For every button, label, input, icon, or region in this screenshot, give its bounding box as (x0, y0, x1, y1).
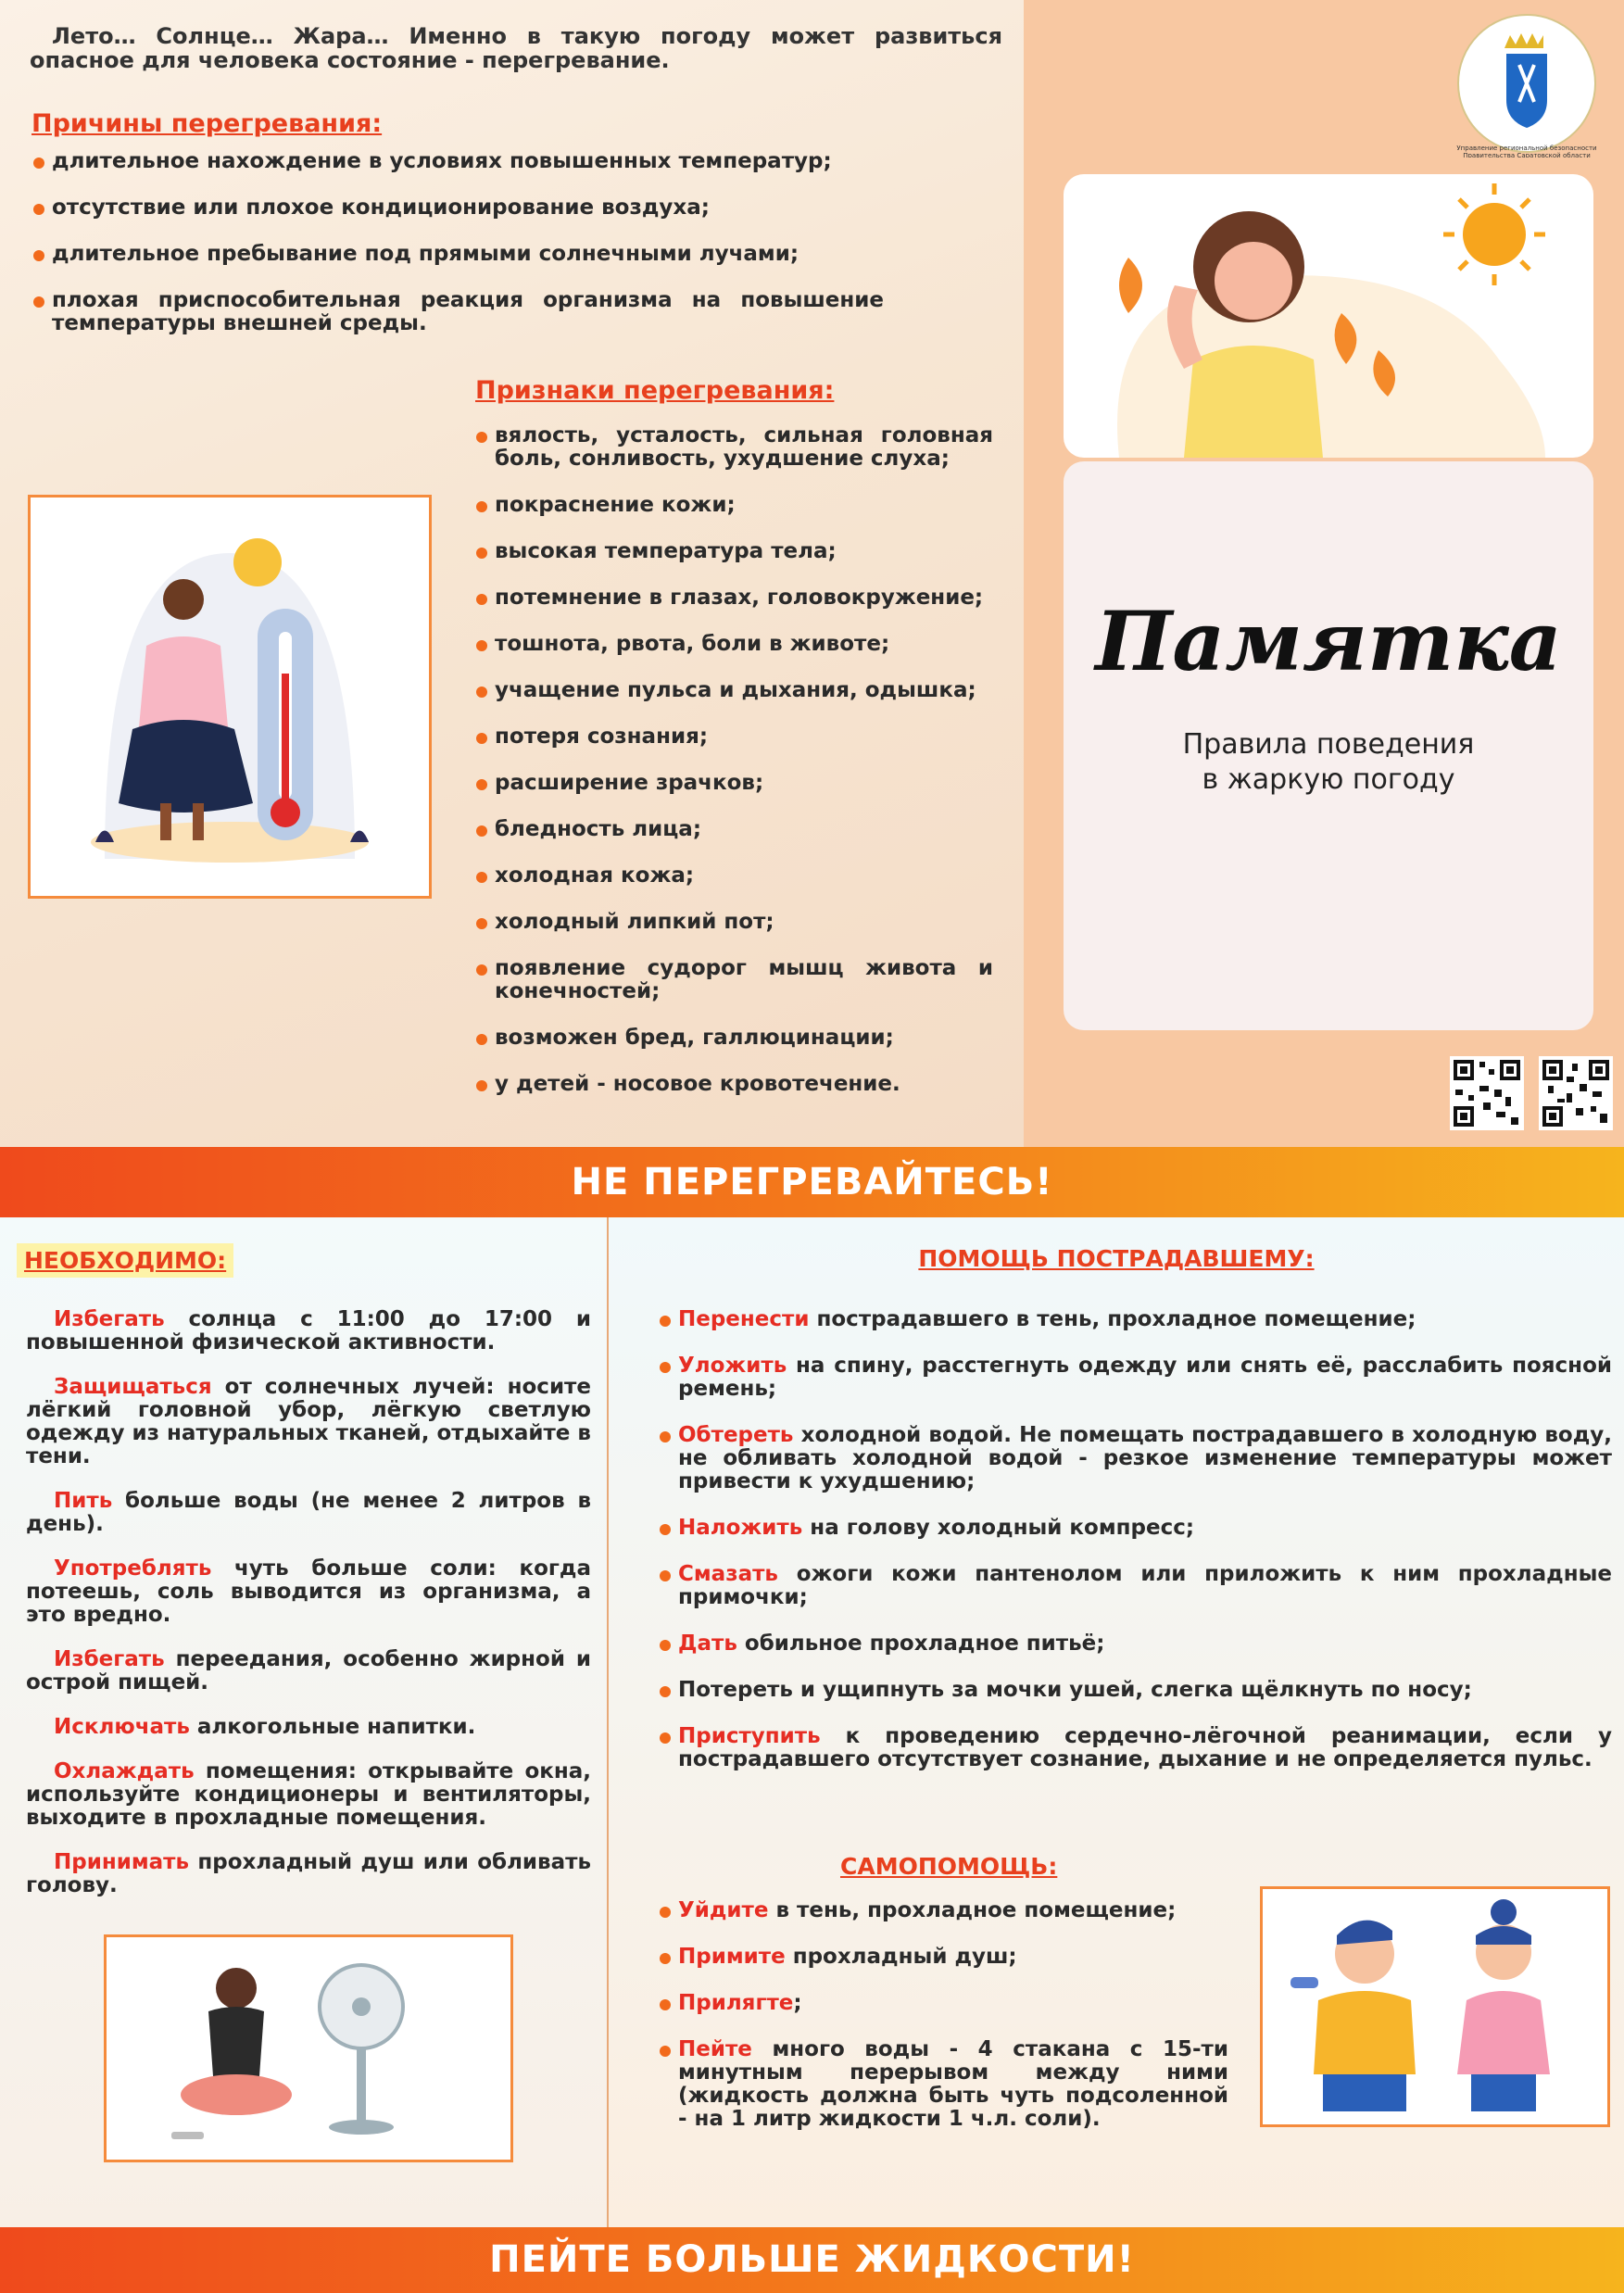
item-highlight: Употреблять (54, 1556, 212, 1581)
list-item (658, 1632, 1612, 1656)
item-highlight: Дать (678, 1632, 737, 1656)
item-text: прохладный душ или обливать голову. (26, 1850, 591, 1897)
item-highlight: Избегать (54, 1307, 165, 1331)
list-item: вялость, усталость, сильная головная боль, сонливость, ухудшение слуха; (474, 424, 993, 471)
list-item: холодный липкий пот; (474, 911, 993, 934)
list-item: покраснение кожи; (474, 494, 993, 517)
item-text: помещения: открывайте окна, используйте кондиционеры и вентиляторы, выходите в прохладные помещения. (26, 1759, 591, 1830)
memo-title: Памятка (1095, 593, 1562, 689)
item-highlight: Принимать (54, 1850, 190, 1874)
list-item (26, 1648, 591, 1695)
fan-girl-icon (107, 1937, 510, 2160)
item-highlight: Уйдите (678, 1898, 769, 1922)
list-item: бледность лица; (474, 818, 993, 841)
item-text: солнца с 11:00 до 17:00 и повышенной физической активности. (26, 1307, 591, 1354)
item-text: от солнечных лучей: носите лёгкий головной убор, лёгкую светлую одежду из натуральных тканей, отдыхайте в тени. (26, 1375, 591, 1468)
list-item (26, 1557, 591, 1627)
help-list (658, 1308, 1612, 1795)
qr-code[interactable] (1539, 1056, 1613, 1130)
item-text: холодной водой. Не помещать пострадавшего в холодную воду, не обливать холодной водой - резкое изменение температуры может привести к ухудшению; (678, 1423, 1612, 1493)
list-item (658, 1354, 1612, 1401)
column-divider (607, 1217, 609, 2229)
signs-list (474, 424, 993, 1119)
help-heading: ПОМОЩЬ ПОСТРАДАВШЕМУ: (918, 1245, 1315, 1272)
banner-top: НЕ ПЕРЕГРЕВАЙТЕСЬ! (0, 1147, 1624, 1217)
item-text: переедания, особенно жирной и острой пищей. (26, 1647, 591, 1695)
item-highlight: Обтереть (678, 1423, 794, 1447)
list-item: возможен бред, галлюцинации; (474, 1027, 993, 1050)
item-highlight: Избегать (54, 1647, 165, 1671)
memo-subtitle (1064, 727, 1593, 798)
list-item (658, 1992, 1228, 2015)
list-item: у детей - носовое кровотечение. (474, 1073, 993, 1096)
list-item: учащение пульса и дыхания, одышка; (474, 679, 993, 702)
selfhelp-list (658, 1899, 1228, 2154)
list-item: длительное пребывание под прямыми солнечными лучами; (31, 243, 884, 266)
logo-text: Управление региональной безопасности Правительства Саратовской области (1456, 145, 1597, 157)
list-item (26, 1308, 591, 1354)
list-item (26, 1490, 591, 1536)
item-text: на спину, расстегнуть одежду или снять её, расслабить поясной ремень; (678, 1354, 1612, 1401)
heat-woman-card (1064, 174, 1593, 458)
qr-code-icon (1450, 1056, 1524, 1130)
people-drinking-icon (1263, 1889, 1607, 2124)
item-highlight: Прилягте (678, 1991, 794, 2015)
item-text: алкогольные напитки. (189, 1715, 476, 1739)
list-item (26, 1716, 591, 1739)
list-item (658, 1946, 1228, 1969)
list-item: расширение зрачков; (474, 772, 993, 795)
selfhelp-heading: САМОПОМОЩЬ: (840, 1853, 1058, 1880)
item-text: ; (793, 1991, 802, 2015)
item-highlight: Пить (54, 1489, 113, 1513)
item-text: Потереть и ущипнуть за мочки ушей, слегка щёлкнуть по носу; (678, 1678, 1472, 1702)
item-text: пострадавшего в тень, прохладное помещение; (809, 1307, 1416, 1331)
causes-heading: Причины перегревания: (31, 109, 383, 138)
item-highlight: Смазать (678, 1562, 778, 1586)
list-item (658, 1517, 1612, 1540)
list-item: потемнение в глазах, головокружение; (474, 586, 993, 610)
item-highlight: Пейте (678, 2037, 752, 2061)
item-text: на голову холодный компресс; (802, 1516, 1195, 1540)
list-item: появление судорог мышц живота и конечностей; (474, 957, 993, 1003)
list-item (658, 1563, 1612, 1609)
banner-bottom: ПЕЙТЕ БОЛЬШЕ ЖИДКОСТИ! (0, 2227, 1624, 2293)
list-item (658, 1725, 1612, 1771)
list-item (26, 1851, 591, 1897)
list-item (658, 1424, 1612, 1493)
qr-code-icon (1539, 1056, 1613, 1130)
item-highlight: Перенести (678, 1307, 810, 1331)
item-text: чуть больше соли: когда потеешь, соль выводится из организма, а это вредно. (26, 1556, 591, 1627)
list-item: тошнота, рвота, боли в животе; (474, 633, 993, 656)
regional-security-logo (1453, 9, 1601, 157)
list-item: длительное нахождение в условиях повышенных температур; (31, 150, 884, 173)
item-text: обильное прохладное питьё; (736, 1632, 1105, 1656)
memo-subtitle-line: Правила поведения (1182, 728, 1475, 761)
item-text: к проведению сердечно-лёгочной реанимации, если у пострадавшего отсутствует сознание, дыхание и не определяется пульс. (678, 1724, 1612, 1771)
list-item (658, 1308, 1612, 1331)
item-highlight: Защищаться (54, 1375, 212, 1399)
people-drinking-illustration (1260, 1886, 1610, 2127)
item-highlight: Примите (678, 1945, 786, 1969)
list-item: потеря сознания; (474, 725, 993, 749)
list-item (26, 1376, 591, 1468)
necessary-heading: НЕОБХОДИМО: (24, 1247, 227, 1274)
thermometer-girl-icon (31, 498, 429, 896)
list-item (658, 2038, 1228, 2131)
item-highlight: Исключать (54, 1715, 190, 1739)
list-item (658, 1899, 1228, 1922)
item-text: много воды - 4 стакана с 15-ти минутным перерывом между ними (жидкость должна быть чуть подсоленной - на 1 литр жидкости 1 ч.л. соли). (678, 2037, 1228, 2131)
necessary-list (26, 1308, 591, 1919)
item-highlight: Охлаждать (54, 1759, 195, 1783)
coat-of-arms-icon (1453, 9, 1601, 157)
memo-subtitle-line: в жаркую погоду (1202, 763, 1455, 796)
item-text: больше воды (не менее 2 литров в день). (26, 1489, 591, 1536)
sweating-woman-icon (1064, 174, 1593, 458)
item-highlight: Наложить (678, 1516, 803, 1540)
list-item: высокая температура тела; (474, 540, 993, 563)
item-text: в тень, прохладное помещение; (768, 1898, 1177, 1922)
list-item: отсутствие или плохое кондиционирование воздуха; (31, 196, 884, 220)
item-highlight: Уложить (678, 1354, 787, 1378)
causes-list (31, 150, 884, 359)
intro-text: Лето… Солнце… Жара… Именно в такую погоду может развиться опасное для человека состояние - перегревание. (30, 23, 1002, 73)
item-text: прохладный душ; (785, 1945, 1017, 1969)
signs-heading: Признаки перегревания: (475, 376, 835, 405)
thermometer-girl-illustration (28, 495, 432, 899)
necessary-heading-box (17, 1243, 233, 1278)
list-item: холодная кожа; (474, 864, 993, 888)
list-item: плохая приспособительная реакция организма на повышение температуры внешней среды. (31, 289, 884, 335)
list-item (26, 1760, 591, 1830)
item-highlight: Приступить (678, 1724, 821, 1748)
list-item (658, 1679, 1612, 1702)
fan-girl-illustration (104, 1934, 513, 2162)
item-text: ожоги кожи пантенолом или приложить к ним прохладные примочки; (678, 1562, 1612, 1609)
qr-code[interactable] (1450, 1056, 1524, 1130)
